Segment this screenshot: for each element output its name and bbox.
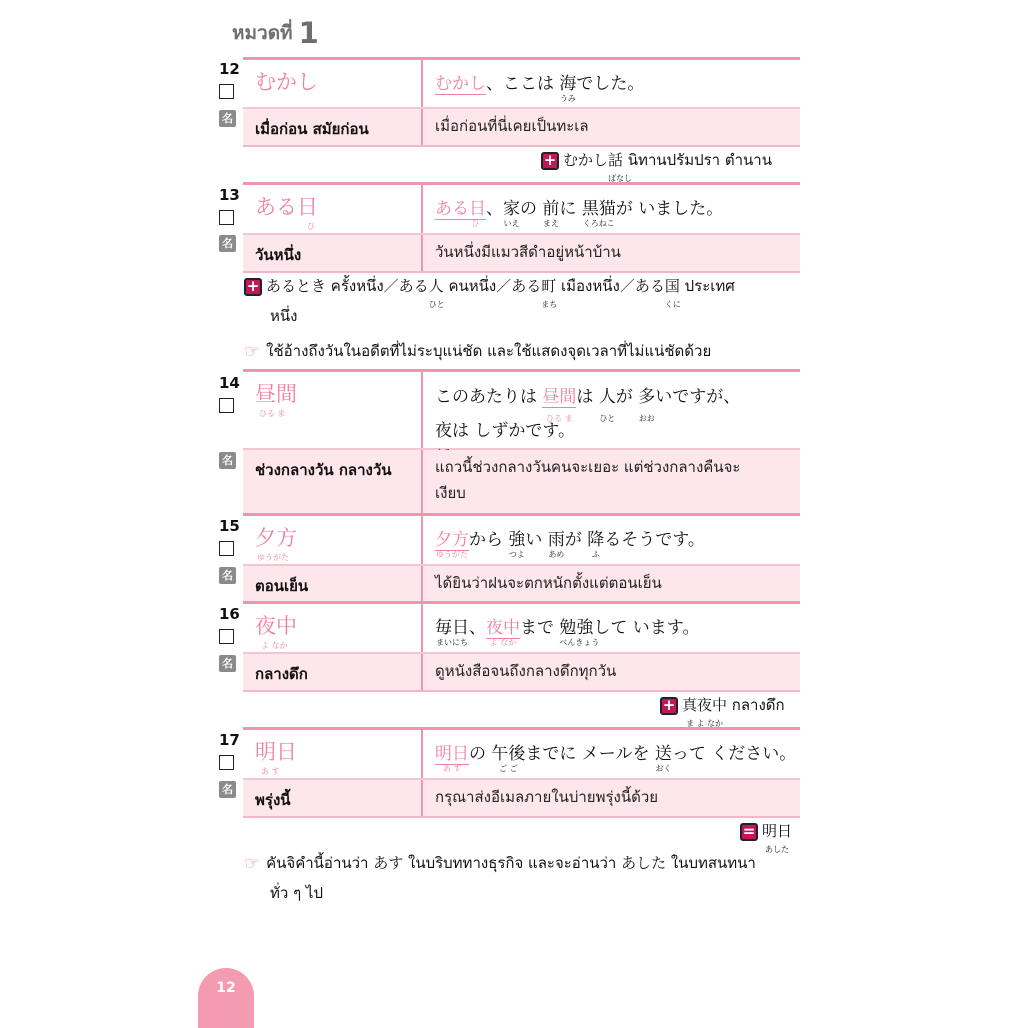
related-word-note: [541, 147, 772, 183]
example-text: して います。: [593, 618, 700, 638]
page-number: 12: [216, 980, 236, 996]
thai-translation: ได้ยินว่าฝนจะตกหนักตั้งแต่ตอนเย็น: [435, 574, 662, 592]
vocab-word: [255, 66, 318, 96]
part-of-speech-badge: 名: [219, 235, 236, 252]
checkbox-icon[interactable]: [219, 541, 234, 556]
example-highlight: むかし: [435, 74, 486, 94]
entry-word-row: [243, 185, 800, 235]
example-text: の: [520, 199, 543, 219]
checkbox-icon[interactable]: [219, 210, 234, 225]
note-thai: กลางดึก: [727, 696, 785, 714]
kanji: 海: [559, 74, 577, 94]
furigana: あした: [765, 845, 789, 854]
usage-note: [244, 850, 756, 877]
checkbox-icon[interactable]: [219, 398, 234, 413]
example-highlight: 夕方: [435, 530, 469, 550]
furigana: ひと: [599, 414, 616, 423]
furigana: あ す: [442, 764, 462, 773]
example-text: は しずかです。: [452, 421, 576, 441]
example-sentence: [435, 69, 645, 103]
note-thai: ครั้งหนึ่ง／ある: [326, 277, 429, 295]
thai-translation: วันหนึ่งมีแมวสีดำอยู่หน้าบ้าน: [435, 243, 621, 261]
example-text: でした。: [576, 74, 645, 94]
kanji: 午後: [491, 744, 526, 764]
entry-number: 15: [219, 517, 240, 535]
furigana: まえ: [542, 219, 559, 228]
vocab-reading: あ す: [261, 767, 280, 776]
pointing-hand-icon: ☞: [244, 341, 261, 362]
furigana: おく: [655, 764, 672, 773]
vocab-entry: [243, 369, 800, 516]
entry-meaning-row: [243, 109, 800, 147]
example-text: から: [469, 530, 509, 550]
vocab-reading: ゆうがた: [257, 553, 289, 562]
vocab-word-text: 夜中: [255, 614, 297, 638]
kanji: 降: [587, 530, 605, 550]
thai-meaning: ตอนเย็น: [255, 577, 309, 595]
kanji: 国: [664, 277, 680, 295]
vocab-entry: [243, 57, 800, 147]
kanji-with-furigana: [581, 194, 616, 228]
kanji-with-furigana: [762, 818, 793, 854]
equal-icon: =: [740, 823, 758, 841]
related-word-note: [244, 273, 804, 309]
kanji: 前: [542, 199, 560, 219]
furigana: ふ: [591, 550, 600, 559]
thai-meaning: เมื่อก่อน สมัยก่อน: [255, 120, 369, 138]
entry-word-row: [243, 730, 800, 780]
furigana: うみ: [559, 94, 576, 103]
entry-number: 13: [219, 186, 240, 204]
kanji-with-furigana: [503, 194, 520, 228]
entry-meaning-row: [243, 566, 800, 604]
example-highlight: 夜中: [486, 618, 520, 638]
kanji: 毎日: [435, 618, 469, 638]
note-thai: นิทานปรัมปรา ตำนาน: [623, 151, 772, 169]
chapter-number: 1: [298, 16, 319, 50]
furigana: よ なか: [489, 638, 517, 647]
vocab-entry: [243, 182, 800, 273]
related-word-note: [660, 692, 785, 728]
thai-meaning: กลางดึก: [255, 665, 308, 683]
furigana: ひと: [428, 300, 445, 309]
example-highlight: ある日: [435, 199, 486, 219]
vocab-entry: [243, 727, 800, 818]
kanji: 家: [503, 199, 520, 219]
chapter-heading: [232, 16, 319, 50]
usage-note-continued: ทั่ว ๆ ไป: [270, 884, 323, 902]
furigana: おお: [638, 414, 655, 423]
kanji-with-furigana: [542, 194, 560, 228]
kanji-with-furigana: [542, 380, 577, 423]
example-text: い: [525, 530, 548, 550]
furigana: べんきょう: [559, 638, 600, 647]
vocab-entry: [243, 601, 800, 692]
kanji: 人: [598, 387, 616, 407]
kanji-with-furigana: [664, 273, 681, 309]
kanji: 多: [638, 387, 656, 407]
vocab-word-text: 夕方: [255, 526, 297, 550]
kanji-with-furigana: [638, 380, 656, 423]
translation-line: แถวนี้ช่วงกลางวันคนจะเยอะ แต่ช่วงกลางคืนจะ: [435, 458, 741, 476]
entry-meaning-row: [243, 450, 800, 516]
thai-translation: [435, 454, 740, 506]
kanji: 強: [508, 530, 526, 550]
thai-translation: ดูหนังสือจนถึงกลางดึกทุกวัน: [435, 662, 617, 680]
kanji-with-furigana: [435, 613, 469, 647]
related-word-note-continued: หนึ่ง: [270, 307, 298, 325]
example-highlight: 明日: [435, 744, 469, 764]
furigana: くに: [664, 300, 681, 309]
furigana: ゆうがた: [436, 550, 468, 559]
usage-note-text: คันจิคำนี้อ่านว่า あす ในบริบททางธุรกิจ และจะอ่านว่า あした ในบทสนทนา: [266, 854, 756, 872]
note-thai: เมืองหนึ่ง／ある: [556, 277, 665, 295]
note-thai: ประเทศ: [679, 277, 735, 295]
checkbox-icon[interactable]: [219, 755, 234, 770]
example-text: るそうです。: [604, 530, 705, 550]
furigana: いえ: [503, 219, 520, 228]
plus-icon: +: [660, 697, 678, 715]
example-sentence: [435, 525, 705, 559]
example-text: の: [469, 744, 492, 764]
plus-icon: +: [541, 152, 559, 170]
kanji-with-furigana: [486, 613, 520, 647]
kanji-with-furigana: [654, 739, 672, 773]
part-of-speech-badge: 名: [219, 110, 236, 127]
kanji-with-furigana: [559, 69, 577, 103]
checkbox-icon[interactable]: [219, 84, 234, 99]
usage-note: [244, 338, 711, 365]
entry-word-row: [243, 516, 800, 566]
kanji-with-furigana: [547, 525, 565, 559]
example-text: に: [559, 199, 582, 219]
example-text: が: [564, 530, 588, 550]
kanji-with-furigana: [435, 194, 486, 228]
kanji: 明日: [762, 822, 793, 840]
entry-word-row: [243, 60, 800, 109]
kanji: 人: [428, 277, 444, 295]
kanji: 雨: [547, 530, 565, 550]
kanji: 夜: [435, 421, 452, 441]
note-kana: あるとき: [266, 277, 327, 295]
furigana: ま よ なか: [685, 719, 724, 728]
entry-number: 16: [219, 605, 240, 623]
example-text: 、: [469, 618, 486, 638]
entry-meaning-row: [243, 235, 800, 273]
thai-meaning: พรุ่งนี้: [255, 791, 291, 809]
vocab-word-text: ある日: [255, 195, 318, 219]
example-highlight: 昼間: [542, 387, 577, 407]
kanji-with-furigana: [435, 739, 469, 773]
kanji: 真夜中: [682, 696, 728, 714]
vocab-word: [255, 378, 297, 419]
furigana: ひる ま: [546, 414, 573, 423]
furigana: ご ご: [499, 764, 518, 773]
entry-word-row: [243, 604, 800, 654]
part-of-speech-badge: 名: [219, 452, 236, 469]
part-of-speech-badge: 名: [219, 781, 236, 798]
thai-translation: กรุณาส่งอีเมลภายในบ่ายพรุ่งนี้ด้วย: [435, 788, 659, 806]
vocab-word: [255, 191, 318, 232]
vocab-word: [255, 522, 297, 563]
plus-icon: +: [244, 278, 262, 296]
example-text: が いました。: [615, 199, 724, 219]
example-text: まで: [520, 618, 560, 638]
translation-line: เงียบ: [435, 484, 466, 502]
vocab-word-text: むかし: [255, 70, 318, 94]
checkbox-icon[interactable]: [219, 629, 234, 644]
furigana: まち: [541, 300, 558, 309]
entry-word-row: [243, 372, 800, 450]
furigana: くろねこ: [582, 219, 615, 228]
kanji-with-furigana: [435, 414, 452, 448]
example-sentence: [435, 380, 740, 448]
kanji-with-furigana: [559, 613, 600, 647]
entry-number: 14: [219, 374, 240, 392]
furigana: ひ: [471, 219, 480, 228]
part-of-speech-badge: 名: [219, 567, 236, 584]
kanji-with-furigana: [598, 380, 616, 423]
example-text: いですが、: [655, 387, 741, 407]
kanji-with-furigana: [682, 692, 728, 728]
furigana: ばなし: [608, 174, 633, 183]
note-kana: むかし: [563, 151, 609, 169]
example-text: って ください。: [671, 744, 797, 764]
example-text: が: [615, 387, 639, 407]
chapter-label: หมวดที่: [232, 22, 293, 44]
vocab-word-text: 昼間: [255, 382, 297, 406]
pointing-hand-icon: ☞: [244, 853, 261, 874]
example-text: 、ここは: [486, 74, 560, 94]
kanji-with-furigana: [508, 525, 526, 559]
thai-meaning: ช่วงกลางวัน กลางวัน: [255, 461, 392, 479]
page-number-tab: [198, 968, 254, 1028]
vocab-reading: ひる ま: [259, 409, 286, 418]
kanji-with-furigana: [587, 525, 605, 559]
example-sentence: [435, 739, 797, 773]
furigana: まいにち: [436, 638, 468, 647]
entry-number: 12: [219, 60, 240, 78]
synonym-note: [740, 818, 793, 854]
kanji: 黒猫: [581, 199, 616, 219]
vocab-entry: [243, 513, 800, 604]
vocab-reading: よ なか: [261, 641, 288, 650]
entry-meaning-row: [243, 780, 800, 818]
vocab-word-text: 明日: [255, 740, 297, 764]
kanji-with-furigana: [608, 147, 633, 183]
kanji-with-furigana: [491, 739, 526, 773]
vocab-reading: ひ: [307, 222, 315, 231]
kanji-with-furigana: [428, 273, 445, 309]
thai-translation: เมื่อก่อนที่นี่เคยเป็นทะเล: [435, 117, 589, 135]
note-thai: คนหนึ่ง／ある: [443, 277, 542, 295]
kanji-with-furigana: [435, 525, 469, 559]
kanji: 送: [654, 744, 672, 764]
kanji: 話: [608, 151, 624, 169]
example-text: までに メールを: [525, 744, 655, 764]
kanji: 町: [541, 277, 557, 295]
entry-number: 17: [219, 731, 240, 749]
furigana: あめ: [548, 550, 565, 559]
thai-meaning: วันหนึ่ง: [255, 246, 302, 264]
example-text: は: [576, 387, 599, 407]
example-sentence: ある日 ひ 、家 いえ の 前 まえ に 黒猫 くろねこ が いました。: [435, 194, 723, 219]
part-of-speech-badge: 名: [219, 655, 236, 672]
kanji: 勉強: [559, 618, 594, 638]
kanji-with-furigana: [541, 273, 558, 309]
vocab-word: [255, 610, 297, 651]
vocab-word: [255, 736, 297, 777]
example-text: このあたりは: [435, 387, 543, 407]
usage-note-text: ใช้อ้างถึงวันในอดีตที่ไม่ระบุแน่ชัด และใช้แสดงจุดเวลาที่ไม่แน่ชัดด้วย: [266, 342, 712, 360]
furigana: つよ: [508, 550, 525, 559]
entry-meaning-row: [243, 654, 800, 692]
example-sentence: [435, 613, 700, 647]
